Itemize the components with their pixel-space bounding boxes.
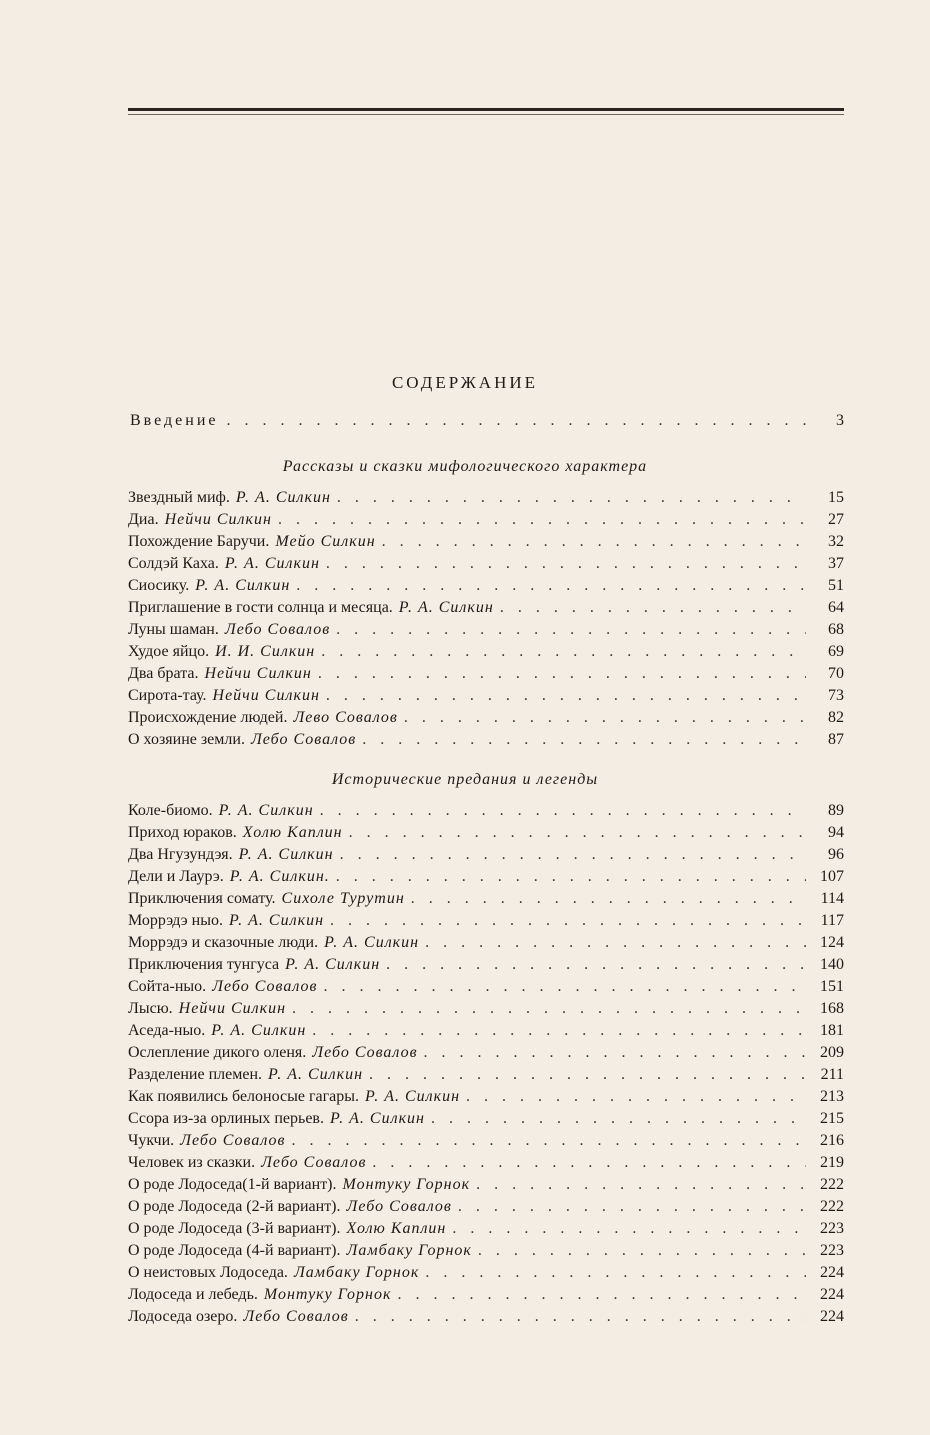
toc-entry-title: Два Нгузундэя.: [128, 846, 233, 863]
toc-entry-page-number: 64: [828, 599, 844, 616]
toc-entry-title: Лодоседа и лебедь.: [128, 1286, 258, 1303]
toc-entry-page-number: 94: [828, 824, 844, 841]
dot-leader: [291, 1130, 806, 1152]
toc-entry-page-number: 140: [820, 956, 844, 973]
toc-entry-author: Р. А. Силкин: [218, 802, 314, 819]
dot-leader: [362, 729, 806, 751]
toc-entry-page-number: 222: [820, 1176, 844, 1193]
toc-entry-author: Монтуку Горнок: [263, 1286, 392, 1303]
toc-entry-page-number: 222: [820, 1198, 844, 1215]
toc-entry: [128, 844, 844, 866]
toc-entry-author: Р. А. Силкин: [268, 1066, 364, 1083]
toc-entry-author: Р. А. Силкин: [235, 489, 331, 506]
dot-leader: [320, 800, 806, 822]
dot-leader: [326, 685, 806, 707]
toc-list-mythological: [128, 487, 844, 751]
toc-entry-title: Дели и Лаурэ.: [128, 868, 224, 885]
toc-entry-title: Аседа-ныо.: [128, 1022, 206, 1039]
toc-entry: [128, 910, 844, 932]
toc-entry-page-number: 168: [820, 1000, 844, 1017]
dot-leader: [458, 1196, 806, 1218]
toc-entry: [128, 531, 844, 553]
toc-entry-page-number: 15: [828, 489, 844, 506]
toc-entry: [128, 998, 844, 1020]
toc-entry: [128, 1240, 844, 1262]
toc-entry-author: Лебо Совалов: [346, 1198, 452, 1215]
toc-entry: [128, 932, 844, 954]
dot-leader: [296, 575, 806, 597]
toc-entry-title: Коле-биомо.: [128, 802, 213, 819]
toc-entry: [128, 641, 844, 663]
toc-entry-author: Сихоле Турутин: [281, 890, 405, 907]
toc-entry-page-number: 32: [828, 533, 844, 550]
dot-leader: [227, 412, 807, 430]
toc-entry-author: Лебо Совалов: [212, 978, 318, 995]
toc-entry-title: Приключения тунгуса: [128, 956, 280, 973]
toc-entry-page-number: 223: [820, 1220, 844, 1237]
toc-entry-author: Нейчи Силкин: [164, 511, 272, 528]
toc-entry: [128, 1196, 844, 1218]
toc-entry-page-number: 96: [828, 846, 844, 863]
toc-entry-page-number: 224: [820, 1308, 844, 1325]
toc-entry-author: Р. А. Силкин: [398, 599, 494, 616]
toc-entry-author: Р. А. Силкин: [211, 1022, 307, 1039]
toc-entry-title: Сирота-тау.: [128, 687, 207, 704]
toc-entry: [128, 729, 844, 751]
toc-entry-title: Как появились белоносые гагары.: [128, 1088, 360, 1105]
toc-entry-page-number: 219: [820, 1154, 844, 1171]
toc-entry-title: Сойта-ныо.: [128, 978, 207, 995]
toc-entry-page-number: 223: [820, 1242, 844, 1259]
toc-entry-author: Лебо Совалов: [224, 621, 331, 638]
toc-entry-title: О роде Лодоседа (3-й вариант).: [128, 1220, 341, 1237]
toc-entry-page-number: 51: [828, 577, 844, 594]
toc-entry: [128, 1130, 844, 1152]
toc-entry-author: Нейчи Силкин: [204, 665, 312, 682]
toc-entry: [128, 1218, 844, 1240]
dot-leader: [326, 553, 806, 575]
toc-entry-title: Ссора из-за орлиных перьев.: [128, 1110, 324, 1127]
toc-entry-author: Р. А. Силкин.: [229, 868, 330, 885]
toc-entry-title: О роде Лодоседа(1-й вариант).: [128, 1176, 337, 1193]
toc-entry-title: О роде Лодоседа (2-й вариант).: [128, 1198, 341, 1215]
toc-entry-title: Моррэдэ ныо.: [128, 912, 223, 929]
dot-leader: [476, 1174, 806, 1196]
dot-leader: [425, 1262, 806, 1284]
dot-leader: [466, 1086, 806, 1108]
toc-entry: [128, 888, 844, 910]
toc-entry-page-number: 69: [828, 643, 844, 660]
toc-entry: [128, 597, 844, 619]
toc-entry: [128, 1020, 844, 1042]
toc-entry-title: О роде Лодоседа (4-й вариант).: [128, 1242, 341, 1259]
toc-entry-page-number: 89: [828, 802, 844, 819]
toc-entry-author: И. И. Силкин: [215, 643, 316, 660]
toc-entry: [128, 1306, 844, 1328]
toc-entry: [128, 954, 844, 976]
toc-entry-page-number: 216: [820, 1132, 844, 1149]
toc-entry: [128, 800, 844, 822]
toc-entry: [128, 1262, 844, 1284]
dot-leader: [336, 619, 806, 641]
toc-entry: [128, 619, 844, 641]
dot-leader: [340, 844, 806, 866]
toc-intro-entry: [130, 412, 844, 430]
dot-leader: [478, 1240, 806, 1262]
toc-entry-page-number: 224: [820, 1286, 844, 1303]
toc-entry-page-number: 209: [820, 1044, 844, 1061]
toc-entry-page-number: 181: [820, 1022, 844, 1039]
toc-entry-page-number: 224: [820, 1264, 844, 1281]
toc-entry: [128, 1086, 844, 1108]
toc-entry-author: Ламбаку Горнок: [346, 1242, 472, 1259]
toc-entry-title: Сиосику.: [128, 577, 190, 594]
page-title: СОДЕРЖАНИЕ: [391, 373, 539, 392]
toc-entry: [128, 663, 844, 685]
dot-leader: [424, 1042, 806, 1064]
toc-entry-title: Диа.: [128, 511, 159, 528]
section-heading-historical: Исторические предания и легенды: [331, 771, 599, 788]
toc-entry-page-number: 117: [820, 912, 844, 929]
toc-entry-title: Луны шаман.: [128, 621, 219, 638]
toc-entry-author: Холю Каплин: [346, 1220, 447, 1237]
toc-entry-title: Моррэдэ и сказочные люди.: [128, 934, 319, 951]
toc-entry-author: Р. А. Силкин: [285, 956, 381, 973]
dot-leader: [355, 1306, 806, 1328]
dot-leader: [337, 487, 806, 509]
toc-entry-title: Звездный миф.: [128, 489, 230, 506]
toc-entry-author: Р. А. Силкин: [238, 846, 334, 863]
intro-page-number: 3: [836, 412, 844, 429]
toc-entry-author: Р. А. Силкин: [224, 555, 320, 572]
dot-leader: [452, 1218, 806, 1240]
toc-entry: [128, 1284, 844, 1306]
toc-entry: [128, 822, 844, 844]
dot-leader: [323, 976, 806, 998]
toc-entry: [128, 976, 844, 998]
toc-entry-page-number: 87: [828, 731, 844, 748]
toc-entry-title: О неистовых Лодоседа.: [128, 1264, 288, 1281]
toc-entry-title: Чукчи.: [128, 1132, 175, 1149]
dot-leader: [382, 531, 806, 553]
toc-entry-title: Разделение племен.: [128, 1066, 263, 1083]
dot-leader: [312, 1020, 806, 1042]
toc-entry-title: Приход юраков.: [128, 824, 237, 841]
toc-entry-title: Человек из сказки.: [128, 1154, 256, 1171]
header-rule: [128, 108, 844, 111]
toc-entry-author: Р. А. Силкин: [329, 1110, 425, 1127]
dot-leader: [386, 954, 806, 976]
intro-label: Введение: [130, 412, 219, 429]
dot-leader: [369, 1064, 806, 1086]
toc-entry-title: Приглашение в гости солнца и месяца.: [128, 599, 393, 616]
toc-entry-author: Ламбаку Горнок: [293, 1264, 420, 1281]
dot-leader: [411, 888, 806, 910]
dot-leader: [321, 641, 806, 663]
toc-entry-author: Р. А. Силкин: [195, 577, 291, 594]
toc-entry-author: Р. А. Силкин: [324, 934, 420, 951]
toc-entry-title: О хозяине земли.: [128, 731, 245, 748]
toc-entry-author: Р. А. Силкин: [228, 912, 324, 929]
toc-entry: [128, 1064, 844, 1086]
toc-entry-page-number: 151: [820, 978, 844, 995]
dot-leader: [330, 910, 806, 932]
toc-entry: [128, 1174, 844, 1196]
toc-entry: [128, 707, 844, 729]
header-rule-thin: [128, 114, 844, 115]
dot-leader: [431, 1108, 806, 1130]
toc-entry-author: Лево Совалов: [293, 709, 398, 726]
toc-entry-page-number: 124: [820, 934, 844, 951]
dot-leader: [318, 663, 806, 685]
toc-entry: [128, 685, 844, 707]
toc-entry: [128, 866, 844, 888]
toc-entry-title: Худое яйцо.: [128, 643, 210, 660]
toc-entry-page-number: 213: [820, 1088, 844, 1105]
toc-entry-author: Лебо Совалов: [250, 731, 357, 748]
toc-entry-author: Лебо Совалов: [261, 1154, 367, 1171]
toc-entry-page-number: 37: [828, 555, 844, 572]
toc-entry: [128, 1042, 844, 1064]
dot-leader: [292, 998, 806, 1020]
dot-leader: [397, 1284, 806, 1306]
toc-entry-title: Приключения сомату.: [128, 890, 276, 907]
toc-entry: [128, 1152, 844, 1174]
toc-entry-page-number: 27: [828, 511, 844, 528]
toc-entry-author: Лебо Совалов: [243, 1308, 349, 1325]
toc-entry-title: Солдэй Каха.: [128, 555, 219, 572]
dot-leader: [372, 1152, 806, 1174]
toc-entry: [128, 509, 844, 531]
dot-leader: [404, 707, 806, 729]
toc-entry-title: Лысю.: [128, 1000, 173, 1017]
toc-entry-author: Нейчи Силкин: [212, 687, 320, 704]
toc-entry-page-number: 68: [828, 621, 844, 638]
toc-entry-author: Холю Каплин: [242, 824, 343, 841]
toc-entry-page-number: 70: [828, 665, 844, 682]
toc-entry-page-number: 211: [820, 1066, 844, 1083]
toc-entry: [128, 575, 844, 597]
toc-entry-author: Лебо Совалов: [180, 1132, 286, 1149]
toc-entry-page-number: 215: [820, 1110, 844, 1127]
toc-entry: [128, 1108, 844, 1130]
dot-leader: [425, 932, 806, 954]
dot-leader: [349, 822, 806, 844]
toc-entry-author: Монтуку Горнок: [342, 1176, 471, 1193]
toc-entry-page-number: 114: [820, 890, 844, 907]
toc-entry-title: Два брата.: [128, 665, 199, 682]
dot-leader: [500, 597, 806, 619]
toc-entry-author: Лебо Совалов: [312, 1044, 418, 1061]
toc-entry-title: Похождение Баручи.: [128, 533, 270, 550]
toc-entry-page-number: 73: [828, 687, 844, 704]
toc-entry-author: Мейо Силкин: [275, 533, 376, 550]
toc-entry-title: Ослепление дикого оленя.: [128, 1044, 307, 1061]
section-heading-mythological: Рассказы и сказки мифологического характера: [282, 458, 648, 475]
dot-leader: [278, 509, 806, 531]
toc-list-historical: [128, 800, 844, 1328]
toc-entry-author: Нейчи Силкин: [178, 1000, 287, 1017]
toc-entry-page-number: 82: [828, 709, 844, 726]
toc-entry: [128, 553, 844, 575]
toc-entry: [128, 487, 844, 509]
toc-entry-page-number: 107: [820, 868, 844, 885]
dot-leader: [336, 866, 806, 888]
toc-entry-title: Происхождение людей.: [128, 709, 288, 726]
toc-entry-author: Р. А. Силкин: [365, 1088, 461, 1105]
toc-entry-title: Лодоседа озеро.: [128, 1308, 238, 1325]
